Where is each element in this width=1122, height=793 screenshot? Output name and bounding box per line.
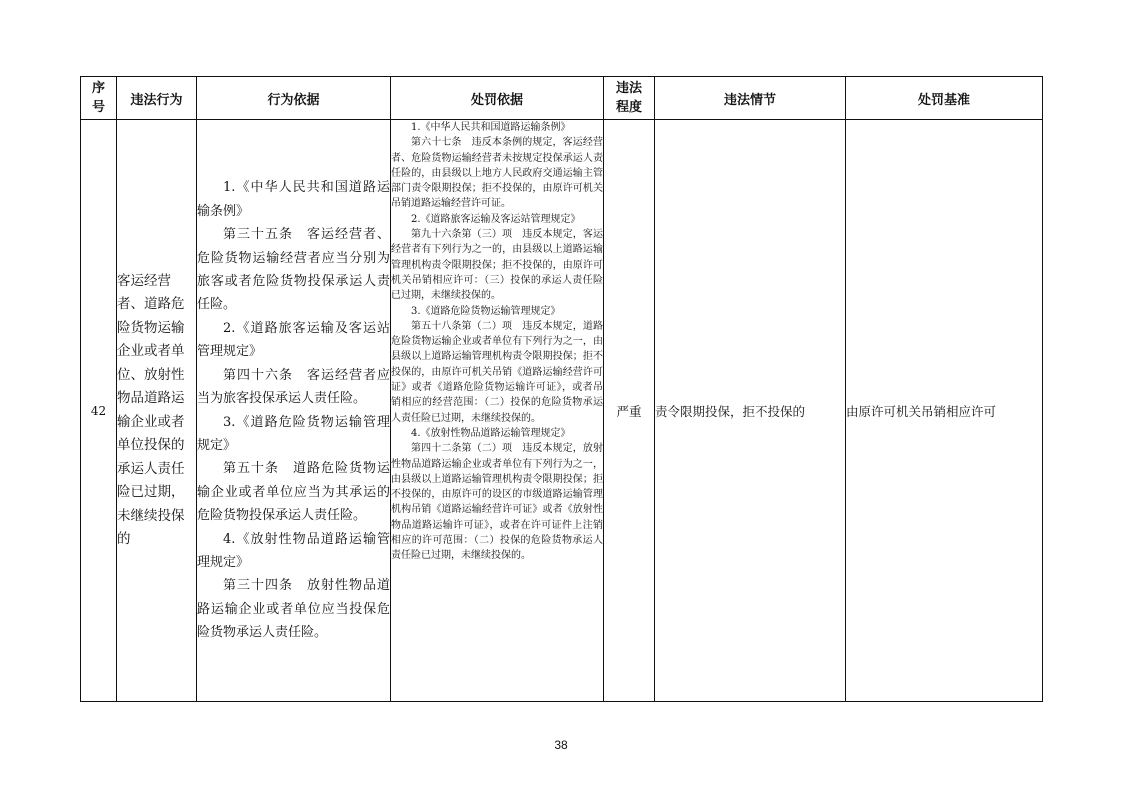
severity-cell: 严重 xyxy=(604,120,655,702)
standard-cell: 由原许可机关吊销相应许可 xyxy=(846,120,1043,702)
penalty-paragraph: 2.《道路旅客运输及客运站管理规定》 xyxy=(411,213,581,225)
basis-cell xyxy=(197,120,391,702)
basis-paragraph: 2.《道路旅客运输及客运站管理规定》 xyxy=(197,320,390,360)
header-violation: 违法行为 xyxy=(117,77,197,120)
penalty-paragraph: 第四十二条第（二）项 违反本规定，放射性物品道路运输企业或者单位有下列行为之一，由县级以上道路运输管理机构责令限期投保；拒不投保的，由原许可的设区的市级道路运输管理机构吊销《道路运输经营许可证》或者《放射性物品道路运输许可证》，或者在许可证件上注销相应的许可范围：（二）投保的危险货物承运人责任险已过期，未继续投保的。 xyxy=(391,443,603,562)
violation-cell: 客运经营者、道路危险货物运输企业或者单位、放射性物品道路运输企业或者单位投保的承运人责任险已过期，未继续投保的 xyxy=(117,120,197,702)
header-basis: 行为依据 xyxy=(197,77,391,120)
penalty-standards-table xyxy=(80,76,1043,702)
basis-paragraph: 第四十六条 客运经营者应当为旅客投保承运人责任险。 xyxy=(197,367,390,407)
header-severity: 违法 程度 xyxy=(604,77,655,120)
penalty-paragraph: 第五十八条第（二）项 违反本规定，道路危险货物运输企业或者单位有下列行为之一，由县级以上道路运输管理机构责令限期投保；拒不投保的，由原许可机关吊销《道路运输经营许可证》或者《道路危险货物运输许可证》，或者吊销相应的经营范围：（二）投保的危险货物承运人责任险已过期，未继续投保的。 xyxy=(391,320,603,424)
penalty-paragraph: 1.《中华人民共和国道路运输条例》 xyxy=(411,122,571,133)
penalty-basis-cell xyxy=(391,120,604,702)
row-number: 42 xyxy=(81,120,117,702)
basis-paragraph: 第三十四条 放射性物品道路运输企业或者单位应当投保危险货物承运人责任险。 xyxy=(197,578,390,641)
header-standard: 处罚基准 xyxy=(846,77,1043,120)
penalty-paragraph: 4.《放射性物品道路运输管理规定》 xyxy=(411,427,571,439)
circumstance-cell: 责令限期投保，拒不投保的 xyxy=(655,120,846,702)
basis-paragraph: 3.《道路危险货物运输管理规定》 xyxy=(197,414,390,453)
table-header-row xyxy=(81,77,1043,120)
basis-paragraph: 4.《放射性物品道路运输管理规定》 xyxy=(197,531,390,570)
penalty-paragraph: 第九十六条第（三）项 违反本规定，客运经营者有下列行为之一的，由县级以上道路运输管理机构责令限期投保；拒不投保的，由原许可机关吊销相应许可：（三）投保的承运人责任险已过期，未继续投保的。 xyxy=(391,229,603,302)
header-penalty-basis: 处罚依据 xyxy=(391,77,604,120)
header-circumstance: 违法情节 xyxy=(655,77,846,120)
penalty-paragraph: 3.《道路危险货物运输管理规定》 xyxy=(411,305,561,317)
basis-paragraph: 第五十条 道路危险货物运输企业或者单位应当为其承运的危险货物投保承运人责任险。 xyxy=(197,461,390,524)
basis-paragraph: 1.《中华人民共和国道路运输条例》 xyxy=(197,180,390,219)
page-number: 38 xyxy=(554,738,568,752)
header-no: 序 号 xyxy=(81,77,117,120)
penalty-paragraph: 第六十七条 违反本条例的规定，客运经营者、危险货物运输经营者未按规定投保承运人责任险的，由县级以上地方人民政府交通运输主管部门责令限期投保；拒不投保的，由原许可机关吊销道路运输经营许可证。 xyxy=(391,137,603,210)
table-row xyxy=(81,120,1043,702)
basis-paragraph: 第三十五条 客运经营者、危险货物运输经营者应当分别为旅客或者危险货物投保承运人责任险。 xyxy=(197,227,390,313)
